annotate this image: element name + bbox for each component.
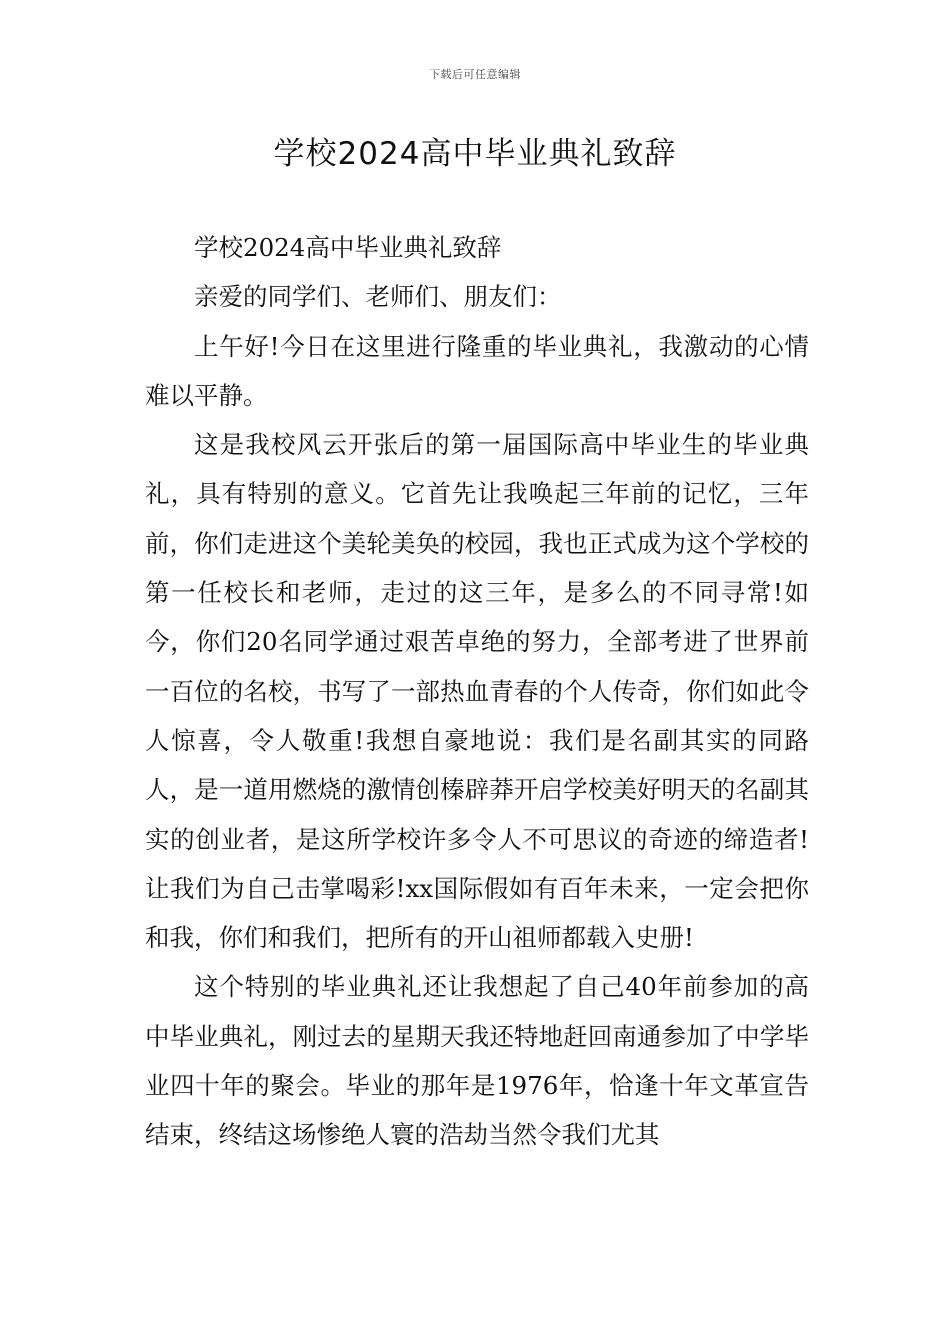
document-title: 学校2024高中毕业典礼致辞 — [273, 136, 677, 172]
header-note: 下载后可任意编辑 — [429, 68, 521, 81]
paragraph-main: 这是我校风云开张后的第一届国际高中毕业生的毕业典礼，具有特别的意义。它首先让我唤起三年前的记忆，三年前，你们走进这个美轮美奂的校园，我也正式成为这个学校的第一任校长和老师，走过的这三年，是多么的不同寻常!如今，你们20名同学通过艰苦卓绝的努力，全部考进了世界前一百位的名校，书写了一部热血青春的个人传奇，你们如此令人惊喜，令人敬重!我想自豪地说：我们是名副其实的同路人，是一道用燃烧的激情创榛辟莽开启学校美好明天的名副其实的创业者，是这所学校许多令人不可思议的奇迹的缔造者!让我们为自己击掌喝彩!xx国际假如有百年未来，一定会把你和我，你们和我们，把所有的开山祖师都载入史册! — [145, 430, 809, 953]
paragraph-greeting: 上午好!今日在这里进行隆重的毕业典礼，我激动的心情难以平静。 — [145, 331, 809, 410]
document-body — [145, 223, 809, 1160]
paragraph-memory: 这个特别的毕业典礼还让我想起了自己40年前参加的高中毕业典礼，刚过去的星期天我还特地赶回南通参加了中学毕业四十年的聚会。毕业的那年是1976年，恰逢十年文革宣告结束，终结这场惨绝人寰的浩劫当然令我们尤其 — [145, 972, 809, 1150]
paragraph-salutation: 亲爱的同学们、老师们、朋友们： — [194, 282, 562, 312]
paragraph-subtitle: 学校2024高中毕业典礼致辞 — [194, 233, 502, 262]
